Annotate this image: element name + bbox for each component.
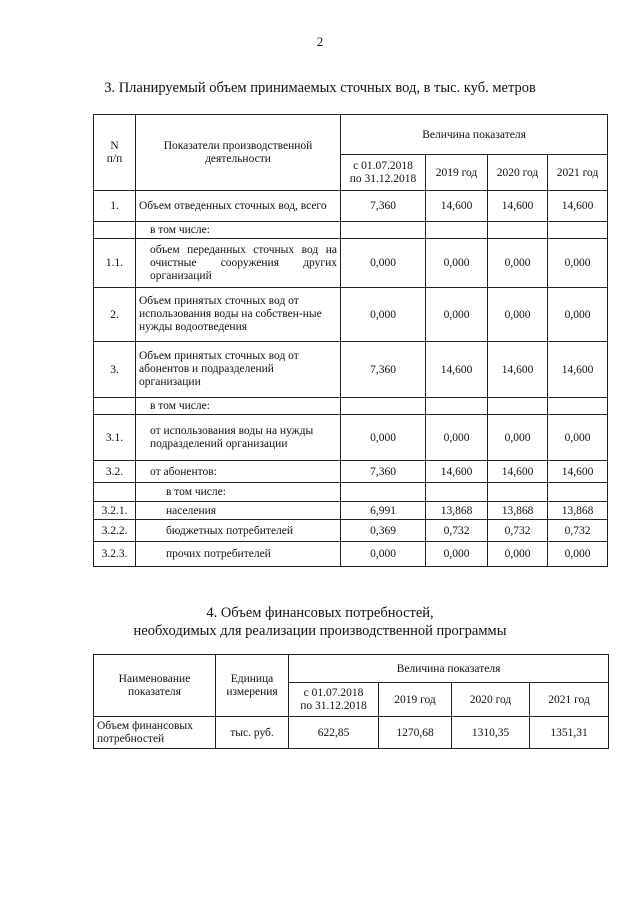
- header-2019: 2019 год: [426, 155, 488, 191]
- header-indicators: Показатели производственной деятельности: [136, 115, 341, 191]
- page-number: 2: [316, 34, 324, 49]
- table-row: 1. Объем отведенных сточных вод, всего 7,360 14,600 14,600 14,600: [94, 191, 608, 222]
- table-row: Объем финансовых потребностей тыс. руб. 622,85 1270,68 1310,35 1351,31: [94, 717, 609, 749]
- table-row: 3.1. от использования воды на нужды подразделений организации 0,000 0,000 0,000 0,000: [94, 415, 608, 461]
- table-row: 1.1. объем переданных сточных вод на очистные сооружения других организаций 0,000 0,000 0,000 0,000: [94, 239, 608, 288]
- financial-needs-table: [93, 654, 609, 749]
- header-2019: 2019 год: [379, 683, 452, 717]
- table-row: 2. Объем принятых сточных вод от использования воды на собствен-ные нужды водоотведения 0,000 0,000 0,000 0,000: [94, 288, 608, 342]
- header-value: Величина показателя: [289, 655, 609, 683]
- wastewater-volume-table: [93, 114, 608, 567]
- table-row: 3.2.3. прочих потребителей 0,000 0,000 0,000 0,000: [94, 542, 608, 567]
- table-row: 3.2.1. населения 6,991 13,868 13,868 13,868: [94, 502, 608, 520]
- header-num: N п/п: [94, 115, 136, 191]
- table-row: в том числе:: [94, 483, 608, 502]
- header-2021: 2021 год: [530, 683, 609, 717]
- header-2020: 2020 год: [452, 683, 530, 717]
- table-row: 3. Объем принятых сточных вод от абонентов и подразделений организации 7,360 14,600 14,600 14,600: [94, 342, 608, 398]
- header-period1: с 01.07.2018 по 31.12.2018: [289, 683, 379, 717]
- table-row: 3.2. от абонентов: 7,360 14,600 14,600 14,600: [94, 461, 608, 483]
- table-row: в том числе:: [94, 222, 608, 239]
- section4-title: 4. Объем финансовых потребностей, необходимых для реализации производственной программы: [133, 605, 507, 639]
- table-row: 3.2.2. бюджетных потребителей 0,369 0,732 0,732 0,732: [94, 520, 608, 542]
- header-value: Величина показателя: [341, 115, 608, 155]
- header-period1: с 01.07.2018 по 31.12.2018: [341, 155, 426, 191]
- table-row: в том числе:: [94, 398, 608, 415]
- header-2020: 2020 год: [488, 155, 548, 191]
- header-name: Наименование показателя: [94, 655, 216, 717]
- header-unit: Единица измерения: [216, 655, 289, 717]
- header-2021: 2021 год: [548, 155, 608, 191]
- section3-title: 3. Планируемый объем принимаемых сточных вод, в тыс. куб. метров: [104, 80, 536, 96]
